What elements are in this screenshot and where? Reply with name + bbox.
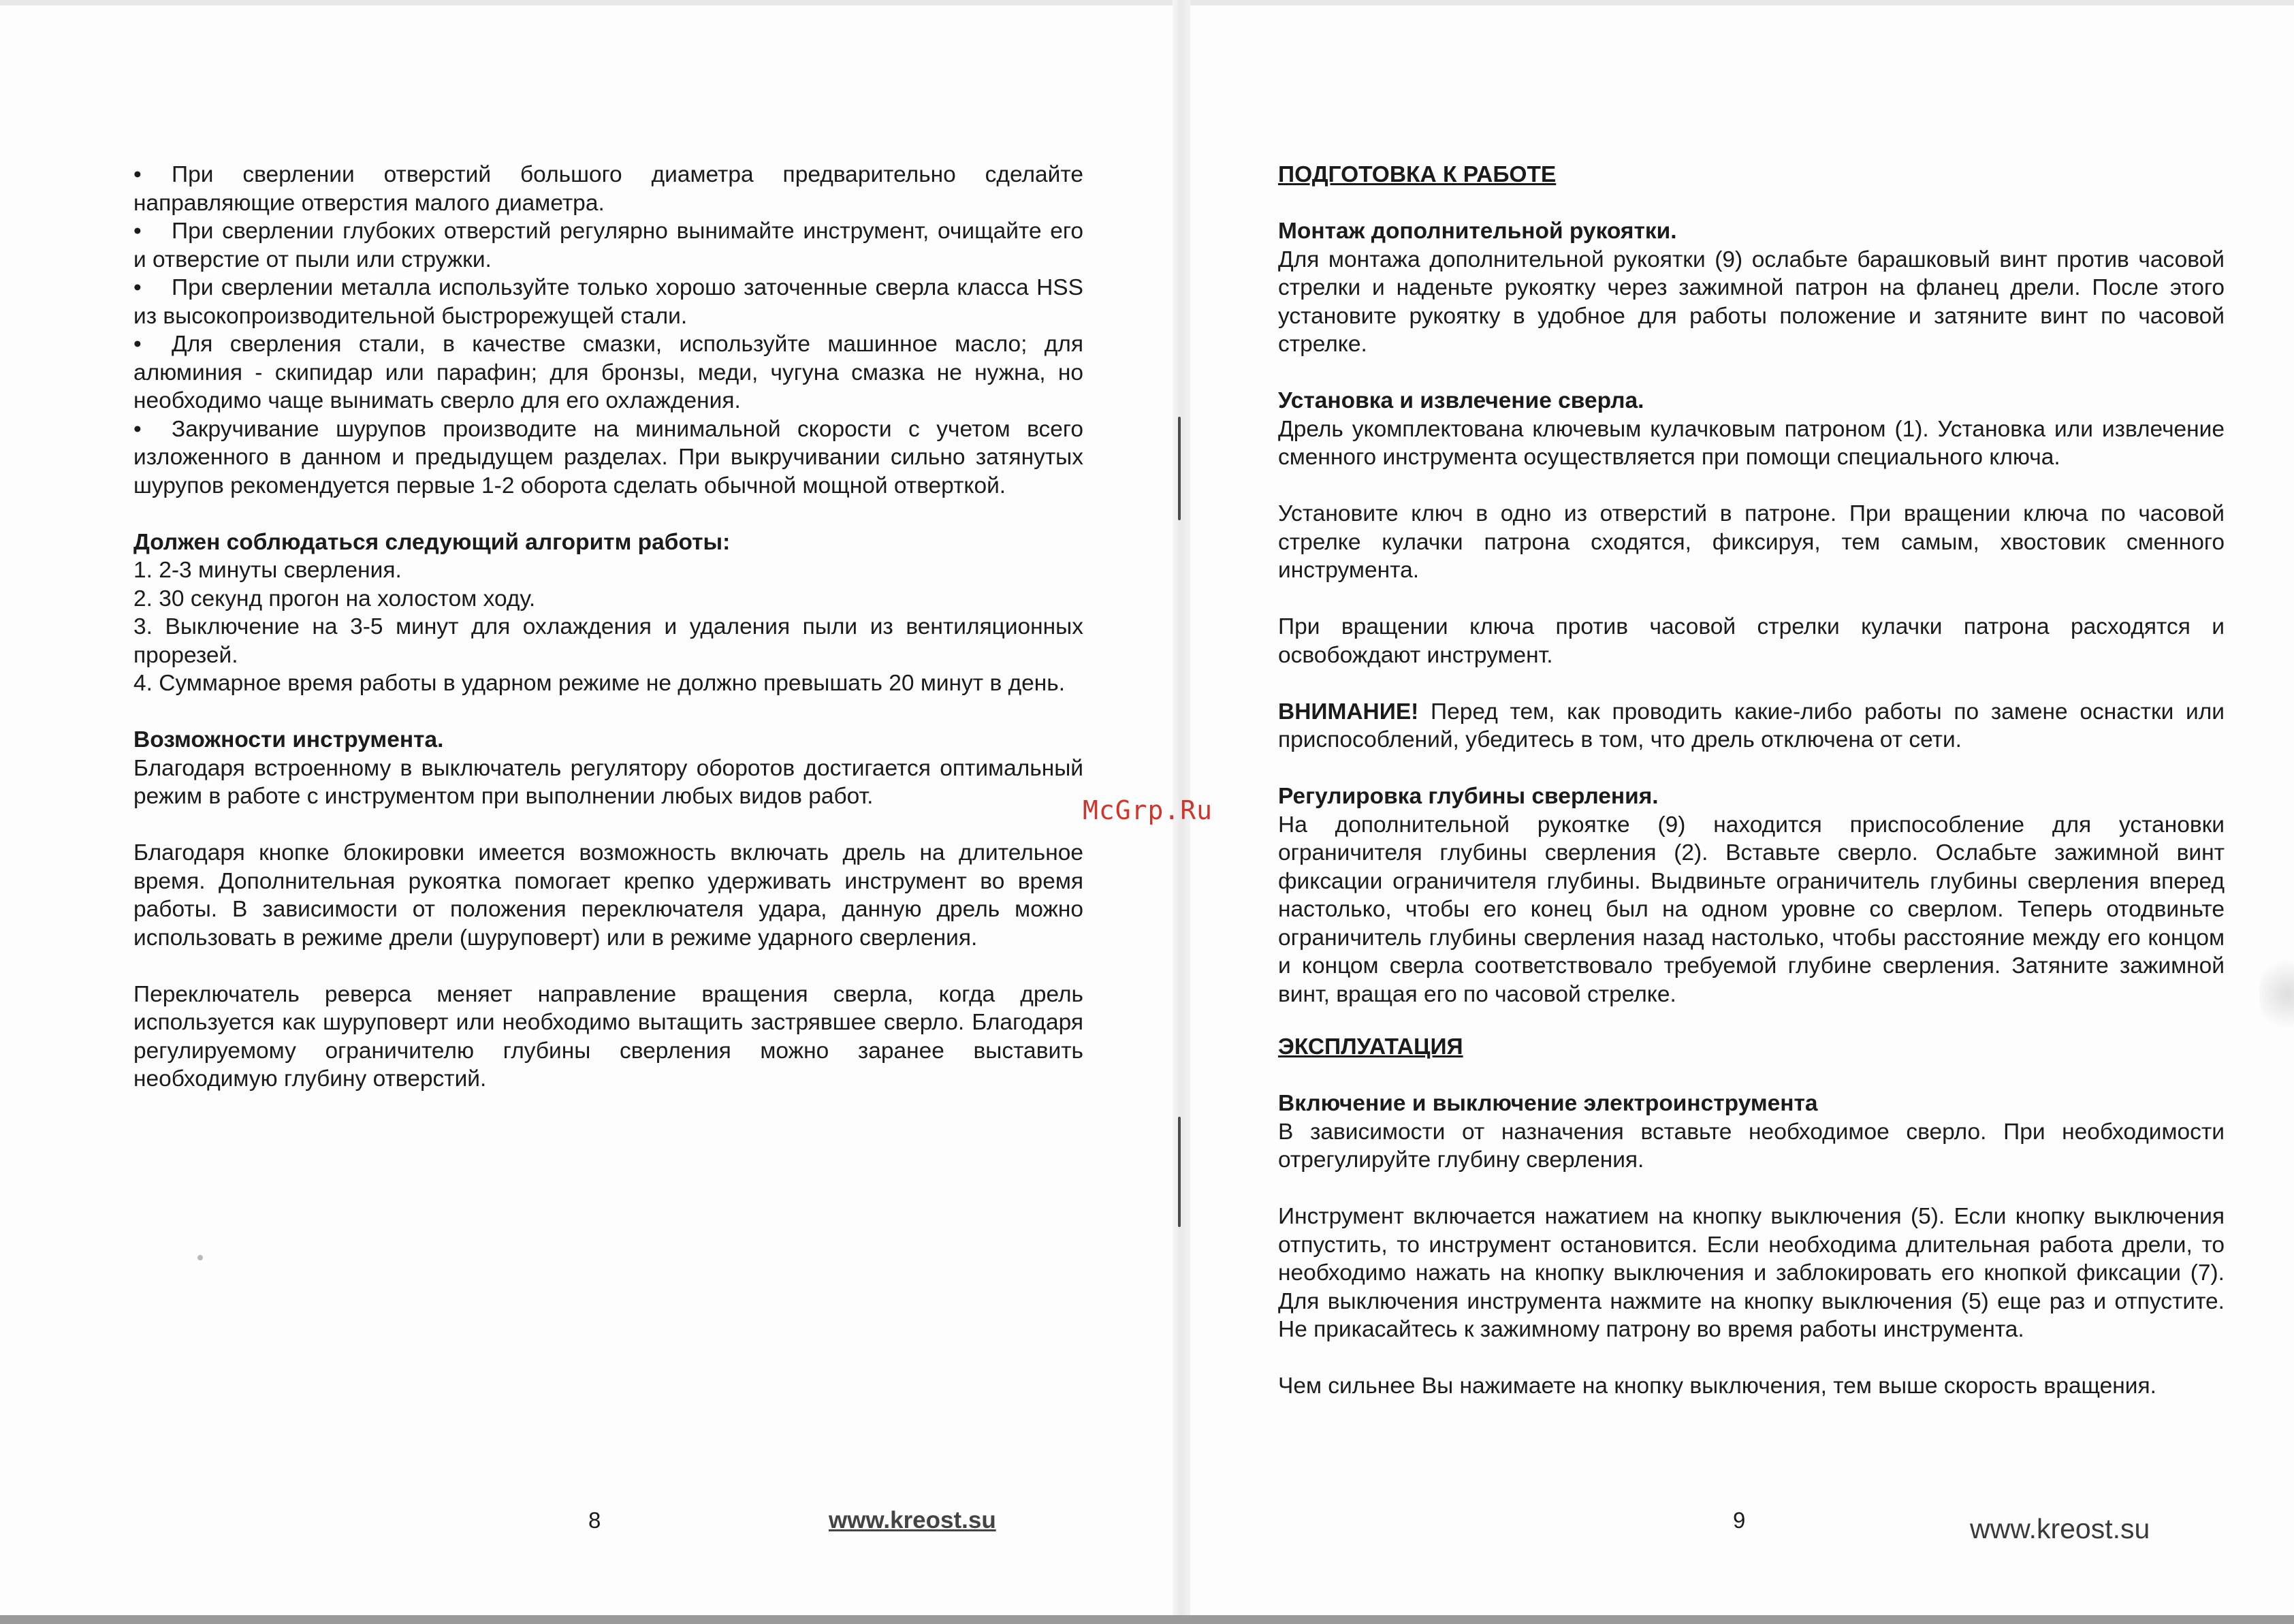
algorithm-step: 3. Выключение на 3-5 минут для охлаждения и удаления пыли из вентиляционных прорезей. [133,614,1083,668]
switch-text: Инструмент включается нажатием на кнопку выключения (5). Если кнопку выключения отпустить, то инструмент остановится. Если необходима длительная работа дрели, то необходимо нажать на кнопку выключения и заблокировать его кнопкой фиксации (7). Для выключения инструмента нажмите на кнопку выключения (5) еще раз и отпустите. Не прикасайтесь к зажимному патрону во время работы инструмента. [1278,1204,2225,1342]
page-number-right: 9 [1733,1508,1746,1533]
algorithm-step: 1. 2-3 минуты сверления. [133,558,402,583]
left-page [133,161,1083,1094]
bullet-item: • Для сверления стали, в качестве смазки, используйте машинное масло; для алюминия - скипидар или парафин; для бронзы, меди, чугуна смазка не нужна, но необходимо чаще вынимать сверло для его охлаждения. [133,332,1083,413]
bullet-dot: • [133,275,142,300]
algorithm-step: 2. 30 секунд прогон на холостом ходу. [133,586,536,611]
warning-text: Перед тем, как проводить какие-либо работы по замене оснастки или приспособлений, убедитесь в том, что дрель отключена от сети. [1278,699,2225,752]
algorithm-heading: Должен соблюдаться следующий алгоритм работы: [133,529,731,555]
bullet-dot: • [133,219,142,244]
bullet-item: • При сверлении глубоких отверстий регулярно вынимайте инструмент, очищайте его и отверстие от пыли или стружки. [133,219,1083,272]
right-page [1278,161,2225,1401]
switch-text: В зависимости от назначения вставьте необходимое сверло. При необходимости отрегулируйте глубину сверления. [1278,1119,2225,1173]
bullet-dot: • [133,416,142,442]
bullet-item: • Закручивание шурупов производите на минимальной скорости с учетом всего изложенного в данном и предыдущем разделах. При выкручивании сильно затянутых шурупов рекомендуется первые 1-2 оборота сделать обычной мощной отверткой. [133,416,1083,498]
warning-label: ВНИМАНИЕ! [1278,699,1419,725]
handle-heading: Монтаж дополнительной рукоятки. [1278,219,1677,244]
bullet-dot: • [133,162,142,187]
staple-mark-top [1178,417,1181,520]
bullet-item: • При сверлении отверстий большого диаметра предварительно сделайте направляющие отверстия малого диаметра. [133,162,1083,216]
switch-heading: Включение и выключение электроинструмента [1278,1091,1818,1116]
scan-top-edge [0,0,2294,5]
scan-speck [197,1255,203,1260]
bullet-dot: • [133,332,142,357]
capabilities-heading: Возможности инструмента. [133,727,444,752]
staple-mark-bottom [1178,1117,1181,1227]
drill-text: Дрель укомплектована ключевым кулачковым патроном (1). Установка или извлечение сменного инструмента осуществляется при помощи специального ключа. [1278,416,2225,470]
drill-text: При вращении ключа против часовой стрелки кулачки патрона расходятся и освобождают инструмент. [1278,614,2225,668]
website-link-right[interactable]: www.kreost.su [1970,1513,2150,1544]
section-title-preparation: ПОДГОТОВКА К РАБОТЕ [1278,162,1557,187]
watermark: McGrp.Ru [1083,795,1213,825]
drill-heading: Установка и извлечение сверла. [1278,388,1644,413]
bullet-item: • При сверлении металла используйте только хорошо заточенные сверла класса HSS из высокопроизводительной быстрорежущей стали. [133,275,1083,329]
scan-bottom-edge [0,1615,2294,1624]
drill-text: Установите ключ в одно из отверстий в патроне. При вращении ключа по часовой стрелке кулачки патрона сходятся, фиксируя, тем самым, хвостовик сменного инструмента. [1278,501,2225,583]
handle-text: Для монтажа дополнительной рукоятки (9) ослабьте барашковый винт против часовой стрелки и наденьте рукоятку через зажимной патрон на фланец дрели. После этого установите рукоятку в удобное для работы положение и затяните винт по часовой стрелке. [1278,246,2225,357]
switch-text: Чем сильнее Вы нажимаете на кнопку выключения, тем выше скорость вращения. [1278,1373,2156,1399]
warning-paragraph [1278,698,2225,754]
capabilities-paragraph: Переключатель реверса меняет направление вращения сверла, когда дрель используется как шуруповерт или необходимо вытащить застрявшее сверло. Благодаря регулируемому ограничителю глубины сверления можно заранее выставить необходимую глубину отверстий. [133,981,1083,1092]
depth-text: На дополнительной рукоятке (9) находится приспособление для установки ограничителя глубины сверления (2). Вставьте сверло. Ослабьте зажимной винт фиксации ограничителя глубины. Выдвиньте ограничитель глубины сверления вперед настолько, чтобы его конец был на одном уровне со сверлом. Теперь отодвиньте ограничитель глубины сверления назад настолько, чтобы расстояние между его концом и концом сверла соответствовало требуемой глубине сверления. Затяните зажимной винт, вращая его по часовой стрелке. [1278,812,2225,1007]
page-number-left: 8 [588,1508,601,1533]
capabilities-paragraph: Благодаря кнопке блокировки имеется возможность включать дрель на длительное время. Дополнительная рукоятка помогает крепко удерживать инструмент во время работы. В зависимости от положения переключателя удара, данную дрель можно использовать в режиме дрели (шуруповерт) или в режиме ударного сверления. [133,840,1083,951]
depth-heading: Регулировка глубины сверления. [1278,784,1659,809]
algorithm-step: 4. Суммарное время работы в ударном режиме не должно превышать 20 минут в день. [133,671,1066,696]
capabilities-paragraph: Благодаря встроенному в выключатель регулятору оборотов достигается оптимальный режим в работе с инструментом при выполнении любых видов работ. [133,755,1083,809]
website-link-left[interactable]: www.kreost.su [829,1507,996,1533]
section-title-operation: ЭКСПЛУАТАЦИЯ [1278,1034,1463,1060]
scan-shadow [2259,953,2294,1035]
